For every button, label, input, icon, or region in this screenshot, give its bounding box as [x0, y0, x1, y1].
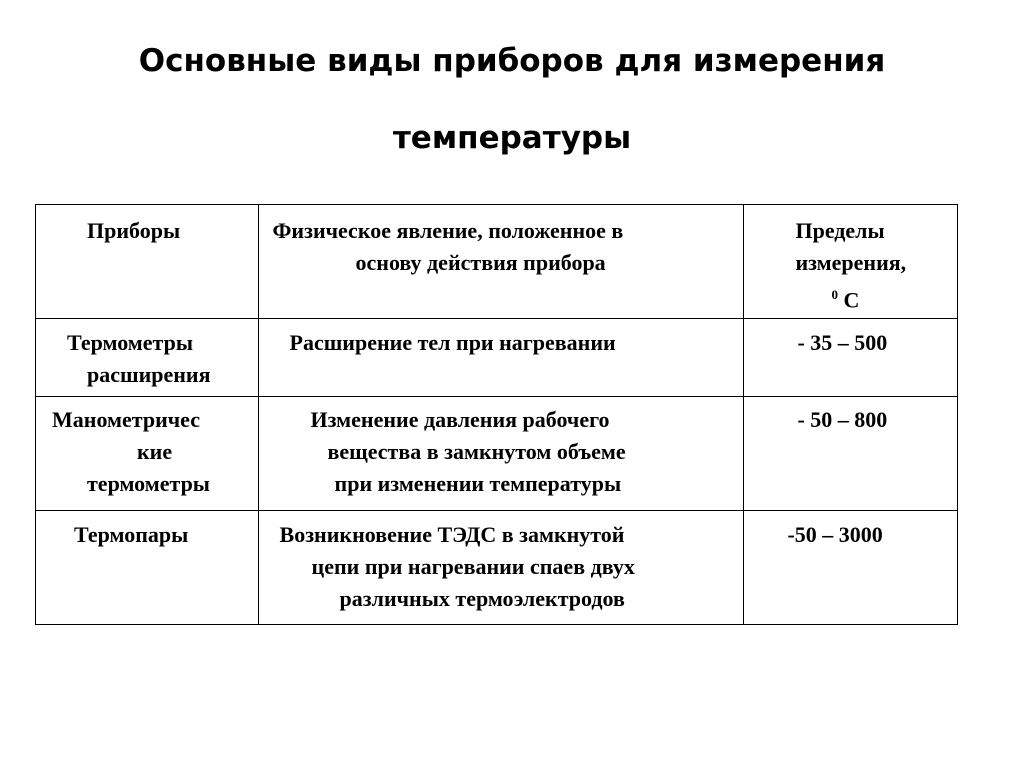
header-limits-unit	[744, 279, 957, 316]
range-cell	[744, 319, 958, 397]
range-value: - 50 – 800	[797, 407, 888, 432]
phenomenon-cell	[258, 511, 744, 625]
celsius-unit: С	[837, 287, 860, 313]
device-name-line: расширения	[87, 362, 211, 387]
range-value: -50 – 3000	[787, 522, 883, 547]
device-name-line: Термопары	[74, 522, 189, 547]
range-value: - 35 – 500	[797, 330, 888, 355]
header-devices-label: Приборы	[87, 218, 181, 243]
header-cell-devices	[36, 205, 259, 319]
device-name-line: Манометричес	[52, 407, 200, 432]
header-cell-limits	[744, 205, 958, 319]
header-phenomenon-line1: Физическое явление, положенное в	[272, 218, 624, 243]
phenomenon-line: Изменение давления рабочего	[310, 407, 610, 432]
phenomenon-line: вещества в замкнутом объеме	[327, 439, 626, 464]
header-cell-phenomenon	[258, 205, 744, 319]
phenomenon-cell	[258, 397, 744, 511]
range-cell	[744, 397, 958, 511]
phenomenon-line: при изменении температуры	[334, 471, 622, 496]
page-title-line2: температуры	[392, 120, 632, 156]
device-name-line: Термометры	[67, 330, 194, 355]
table-row	[36, 511, 958, 625]
device-name-line: термометры	[87, 471, 210, 496]
phenomenon-line: цепи при нагревании спаев двух	[311, 554, 635, 579]
phenomenon-line: Расширение тел при нагревании	[289, 330, 616, 355]
device-cell	[36, 397, 259, 511]
device-name-line: кие	[137, 439, 173, 464]
table-row	[36, 397, 958, 511]
phenomenon-cell	[258, 319, 744, 397]
header-limits-line1: Пределы	[795, 218, 885, 243]
header-phenomenon-line2: основу действия прибора	[355, 250, 606, 275]
phenomenon-line: Возникновение ТЭДС в замкнутой	[279, 522, 625, 547]
device-cell	[36, 511, 259, 625]
instruments-table	[35, 204, 958, 625]
degree-superscript: 0	[831, 287, 838, 302]
device-cell	[36, 319, 259, 397]
range-cell	[744, 511, 958, 625]
table-row	[36, 319, 958, 397]
phenomenon-line: различных термоэлектродов	[339, 586, 625, 611]
header-limits-line2: измерения,	[795, 250, 907, 275]
table-header-row	[36, 205, 958, 319]
page-title-line1: Основные виды приборов для измерения	[138, 43, 886, 79]
